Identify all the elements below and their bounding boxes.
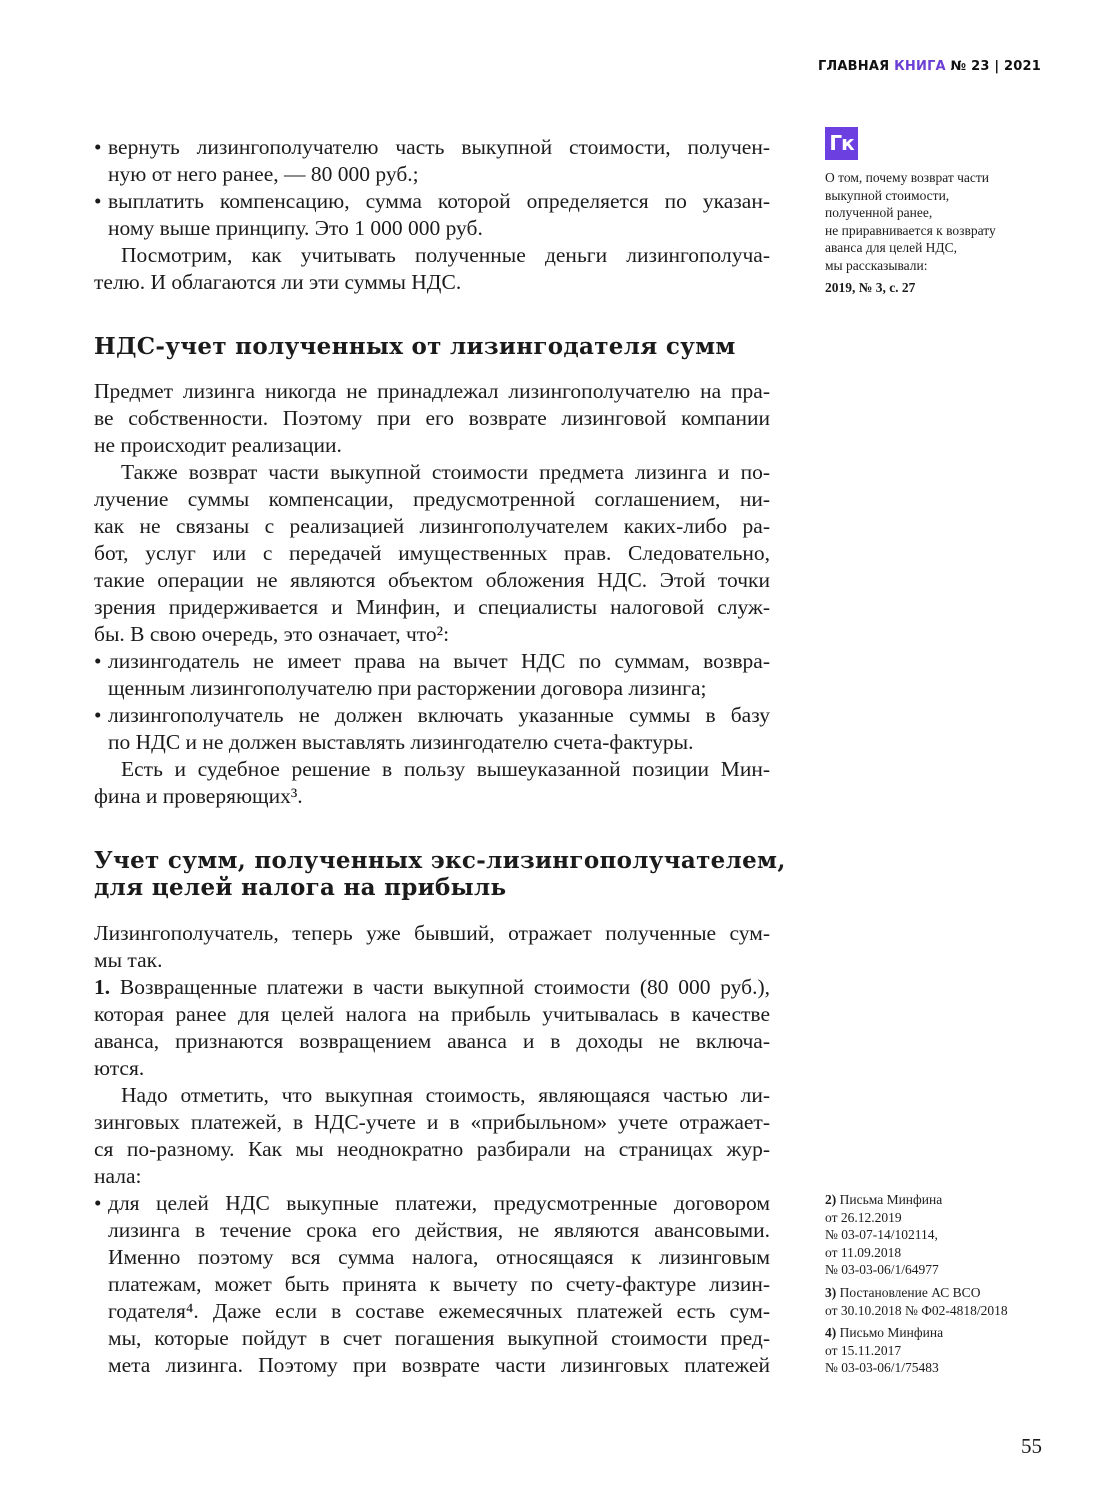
section-heading bbox=[94, 847, 786, 901]
text-line bbox=[94, 974, 770, 1001]
footnote-line: № 03-03-06/1/64977 bbox=[825, 1262, 939, 1278]
issue-number: № 23 | 2021 bbox=[950, 59, 1041, 74]
footnote-text: Письмо Минфина bbox=[839, 1325, 944, 1341]
bullet-item bbox=[94, 134, 770, 188]
text-line: Именно поэтому вся сумма налога, относящаяся к лизинговым bbox=[108, 1245, 770, 1269]
paragraph bbox=[94, 920, 770, 974]
footnote-line: № 03-07-14/102114, bbox=[825, 1227, 938, 1243]
note-line: мы рассказывали: bbox=[825, 257, 928, 273]
text-line: • выплатить компенсацию, сумма которой определяется по указан- bbox=[94, 188, 770, 215]
paragraph bbox=[94, 242, 770, 296]
text-line: ному выше принципу. Это 1 000 000 руб. bbox=[108, 216, 483, 240]
sidebar-note bbox=[825, 169, 996, 296]
running-header bbox=[818, 59, 1041, 74]
item-number: 1. bbox=[94, 975, 111, 999]
text-line: • вернуть лизингополучателю часть выкупной стоимости, получен- bbox=[94, 134, 770, 161]
text-line: бот, услуг или с передачей имущественных прав. Следовательно, bbox=[94, 541, 770, 565]
footnote-text: Постановление АС ВСО bbox=[839, 1284, 981, 1300]
text-line: мы так. bbox=[94, 948, 163, 972]
paragraph bbox=[94, 459, 770, 648]
text-line: как не связаны с реализацией лизингополучателем каких-либо ра- bbox=[94, 514, 770, 538]
footnote-text: Письма Минфина bbox=[839, 1192, 943, 1207]
footnote-line: от 26.12.2019 bbox=[825, 1209, 902, 1225]
paragraph bbox=[94, 974, 770, 1082]
text-line: • лизингодатель не имеет права на вычет НДС по суммам, возвра- bbox=[94, 648, 770, 675]
text-line: щенным лизингополучателю при расторжении договора лизинга; bbox=[108, 676, 707, 700]
text-line: телю. И облагаются ли эти суммы НДС. bbox=[94, 270, 462, 294]
paragraph bbox=[94, 756, 770, 810]
text-line: • для целей НДС выкупные платежи, предусмотренные договором bbox=[94, 1190, 770, 1217]
text-line: зрения придерживается и Минфин, и специалисты налоговой служ- bbox=[94, 595, 770, 619]
text-line: которая ранее для целей налога на прибыль учитывалась в качестве bbox=[94, 1002, 770, 1026]
text-line: фина и проверяющих³. bbox=[94, 784, 303, 808]
heading-line: Учет сумм, полученных экс-лизингополучателем, bbox=[94, 847, 786, 874]
note-line: выкупной стоимости, bbox=[825, 187, 950, 203]
note-line: полученной ранее, bbox=[825, 205, 933, 221]
brand-name: ГЛАВНАЯ bbox=[817, 59, 890, 74]
note-line: аванса для целей НДС, bbox=[825, 240, 958, 256]
text-line: мета лизинга. Поэтому при возврате части лизинговых платежей bbox=[108, 1353, 770, 1377]
text-line: нала: bbox=[94, 1164, 142, 1188]
issue-reference-link: 2019, № 3, с. 27 bbox=[825, 279, 916, 295]
text-line: ную от него ранее, — 80 000 руб.; bbox=[108, 162, 419, 186]
footnote-line: от 30.10.2018 № Ф02-4818/2018 bbox=[825, 1302, 1008, 1318]
text-line: ве собственности. Поэтому при его возврате лизинговой компании bbox=[94, 406, 770, 430]
text-line: ются. bbox=[94, 1056, 145, 1080]
text-line: • лизингополучатель не должен включать указанные суммы в базу bbox=[94, 702, 770, 729]
text-line: годателя⁴. Даже если в составе ежемесячных платежей есть сум- bbox=[108, 1299, 770, 1323]
text-line: Также возврат части выкупной стоимости предмета лизинга и по- bbox=[121, 460, 770, 484]
note-line: О том, почему возврат части bbox=[825, 170, 990, 185]
footnotes bbox=[825, 1191, 1008, 1382]
text-line: лизинга в течение срока его действия, не являются авансовыми. bbox=[108, 1218, 770, 1242]
footnote bbox=[825, 1324, 1008, 1377]
bullet-item bbox=[94, 702, 770, 756]
page-number: 55 bbox=[1021, 1434, 1042, 1458]
footnote-number: 2) bbox=[825, 1192, 837, 1207]
text-line: не происходит реализации. bbox=[94, 433, 342, 457]
text-line: Надо отметить, что выкупная стоимость, являющаяся частью ли- bbox=[121, 1083, 770, 1107]
footnote bbox=[825, 1284, 1008, 1319]
text-line: Есть и судебное решение в пользу вышеуказанной позиции Мин- bbox=[121, 757, 770, 781]
text-line: такие операции не являются объектом обложения НДС. Этой точки bbox=[94, 568, 770, 592]
text-line: Лизингополучатель, теперь уже бывший, отражает полученные сум- bbox=[94, 921, 770, 945]
bullet-item bbox=[94, 648, 770, 702]
paragraph bbox=[94, 1082, 770, 1190]
text-line: ся по-разному. Как мы неоднократно разбирали на страницах жур- bbox=[94, 1137, 770, 1161]
footnote-line: № 03-03-06/1/75483 bbox=[825, 1360, 939, 1376]
section-heading bbox=[94, 333, 736, 360]
footnote bbox=[825, 1191, 1008, 1279]
heading-line: НДС-учет полученных от лизингодателя сумм bbox=[94, 333, 736, 360]
text-line: мы, которые пойдут в счет погашения выкупной стоимости пред- bbox=[108, 1326, 770, 1350]
bullet-item bbox=[94, 1190, 770, 1379]
text-line: зинговых платежей, в НДС-учете и в «прибыльном» учете отражает- bbox=[94, 1110, 770, 1134]
footnote-number: 4) bbox=[825, 1325, 837, 1341]
text-line: Предмет лизинга никогда не принадлежал лизингополучателю на пра- bbox=[94, 379, 770, 403]
footnote-line: от 15.11.2017 bbox=[825, 1342, 902, 1358]
footnote-line bbox=[825, 1324, 1008, 1342]
gk-logo-icon: Гк bbox=[825, 127, 858, 160]
note-line: не приравнивается к возврату bbox=[825, 222, 996, 238]
footnote-line bbox=[825, 1191, 1008, 1209]
paragraph bbox=[94, 378, 770, 459]
text: Возвращенные платежи в части выкупной стоимости (80 000 руб.), bbox=[119, 975, 770, 999]
footnote-line bbox=[825, 1284, 1008, 1302]
text-line: платежам, может быть принята к вычету по счету-фактуре лизин- bbox=[108, 1272, 770, 1296]
footnote-number: 3) bbox=[825, 1284, 837, 1300]
text-line: лучение суммы компенсации, предусмотренной соглашением, ни- bbox=[94, 487, 770, 511]
bullet-item bbox=[94, 188, 770, 242]
text-line: по НДС и не должен выставлять лизингодателю счета-фактуры. bbox=[108, 730, 694, 754]
text-line: аванса, признаются возвращением аванса и в доходы не включа- bbox=[94, 1029, 770, 1053]
text-line: Посмотрим, как учитывать полученные деньги лизингополуча- bbox=[121, 243, 770, 267]
footnote-line: от 11.09.2018 bbox=[825, 1244, 902, 1260]
heading-line: для целей налога на прибыль bbox=[94, 874, 507, 901]
brand-name-accent: КНИГА bbox=[894, 59, 946, 74]
text-line: бы. В свою очередь, это означает, что²: bbox=[94, 622, 450, 646]
